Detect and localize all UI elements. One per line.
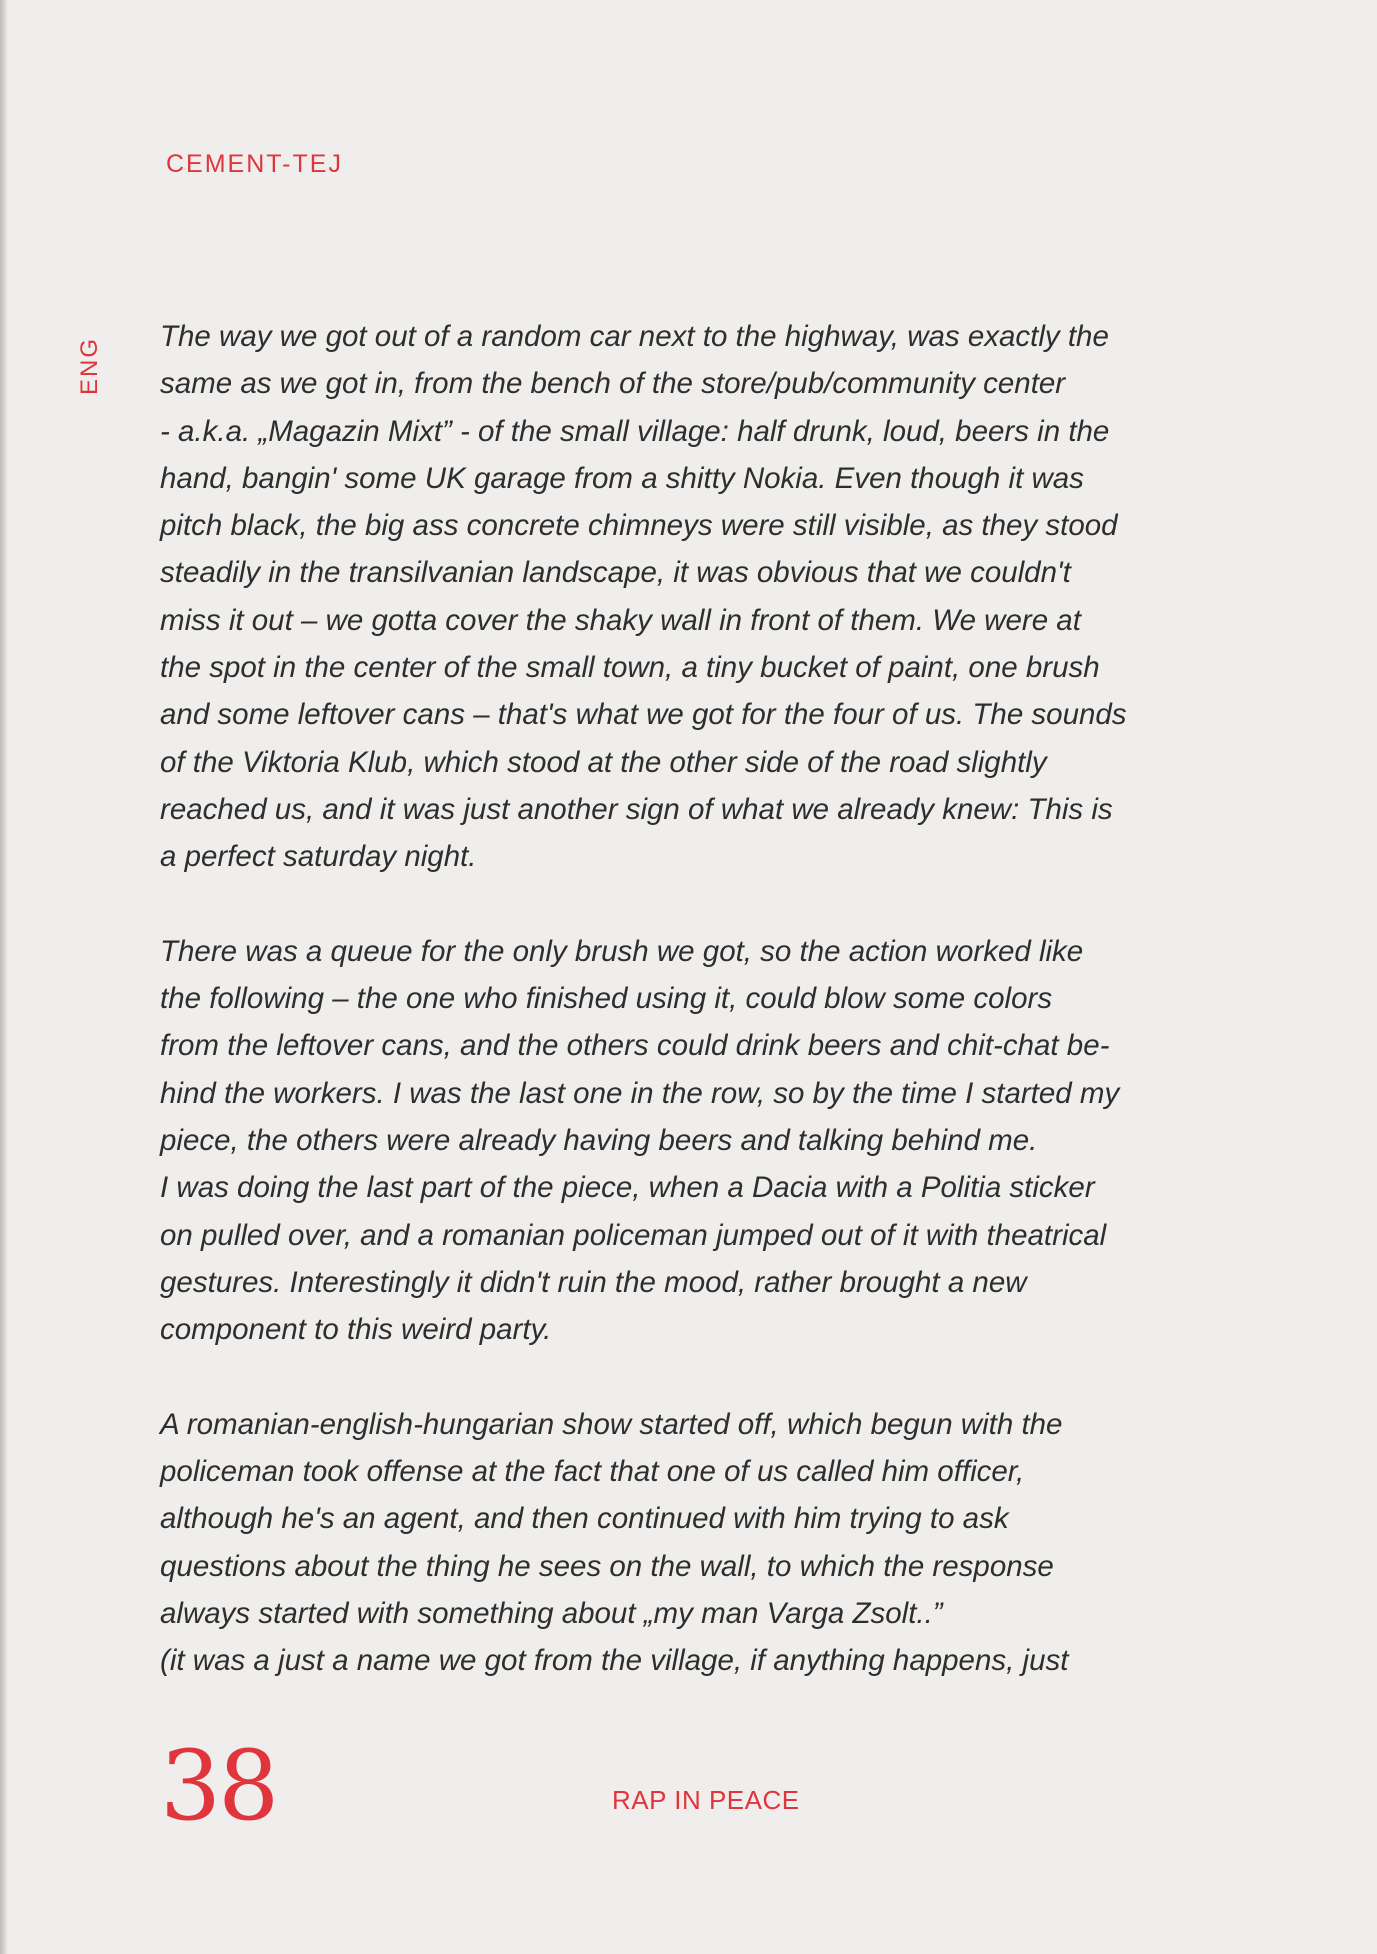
- paragraph-3: A romanian-english-hungarian show started off, which begun with the policeman took offense at the fact that one of us called him officer, although he's an agent, and then continued with him trying to ask questions about the thing he sees on the wall, to which the response always started with something about „my man Varga Zsolt..” (it was a just a name we got from the village, if anything happens, just: [160, 1407, 1069, 1678]
- paragraph-1: The way we got out of a random car next to the highway, was exactly the same as we got in, from the bench of the store/pub/community center - a.k.a. „Magazin Mixt” - of the small village: half drunk, loud, beers in the hand, bangin' some UK garage from a shitty Nokia. Even though it was pitch black, the big ass concrete chimneys were still visible, as they stood steadily in the transilvanian landscape, it was obvious that we couldn't miss it out – we gotta cover the shaky wall in front of them. We were at the spot in the center of the small town, a tiny bucket of paint, one brush and some leftover cans – that's what we got for the four of us. The sounds of the Viktoria Klub, which stood at the other side of the road slightly reached us, and it was just another sign of what we already knew: This is a perfect saturday night.: [160, 320, 1127, 874]
- spine-edge: [0, 0, 8, 1954]
- language-tab: ENG: [76, 336, 103, 395]
- footer-book-title: RAP IN PEACE: [612, 1785, 800, 1815]
- running-title: CEMENT-TEJ: [166, 150, 343, 178]
- paragraph-2: There was a queue for the only brush we got, so the action worked like the following – the one who finished using it, could blow some colors from the leftover cans, and the others could drink beers and chit-chat be- hind the workers. I was the last one in the row, so by the time I started my piece, the others were already having beers and talking behind me. I was doing the last part of the piece, when a Dacia with a Politia sticker on pulled over, and a romanian policeman jumped out of it with theatrical gestures. Interestingly it didn't ruin the mood, rather brought a new component to this weird party.: [160, 934, 1120, 1347]
- body-text: [160, 313, 1270, 1685]
- page-number: 38: [160, 1730, 277, 1842]
